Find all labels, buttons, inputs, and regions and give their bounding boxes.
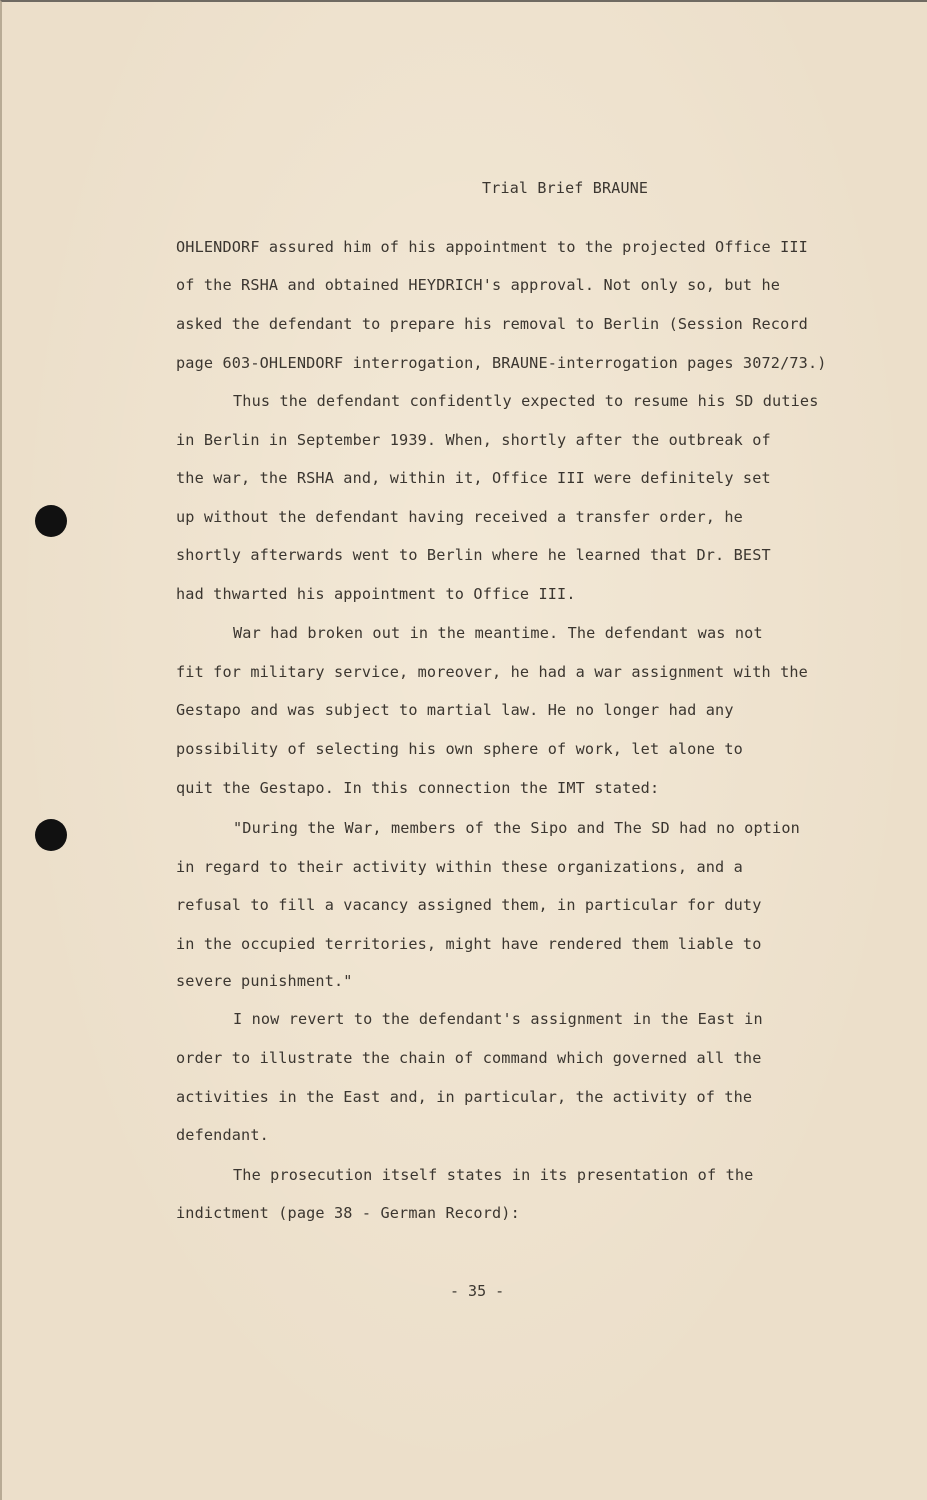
text-line: possibility of selecting his own sphere of work, let alone to — [176, 740, 743, 758]
text-line: activities in the East and, in particular, the activity of the — [176, 1088, 753, 1106]
text-line: OHLENDORF assured him of his appointment to the projected Office III — [176, 238, 808, 256]
text-line: quit the Gestapo. In this connection the IMT stated: — [176, 779, 660, 797]
punch-hole-upper — [35, 505, 67, 537]
text-line: order to illustrate the chain of command which governed all the — [176, 1049, 762, 1067]
text-line: I now revert to the defendant's assignment in the East in — [233, 1010, 763, 1028]
punch-hole-lower — [35, 819, 67, 851]
text-line: indictment (page 38 - German Record): — [176, 1204, 520, 1222]
text-line: fit for military service, moreover, he had a war assignment with the — [176, 663, 808, 681]
quote-line: severe punishment." — [176, 972, 353, 990]
quote-line: in regard to their activity within these organizations, and a — [176, 858, 743, 876]
text-line: up without the defendant having received a transfer order, he — [176, 508, 743, 526]
text-line: The prosecution itself states in its presentation of the — [233, 1166, 754, 1184]
text-line: in Berlin in September 1939. When, shortly after the outbreak of — [176, 431, 771, 449]
quote-line: refusal to fill a vacancy assigned them, in particular for duty — [176, 896, 762, 914]
text-line: of the RSHA and obtained HEYDRICH's approval. Not only so, but he — [176, 276, 781, 294]
text-line: War had broken out in the meantime. The defendant was not — [233, 624, 763, 642]
text-line: Thus the defendant confidently expected to resume his SD duties — [233, 392, 819, 410]
text-line: had thwarted his appointment to Office III. — [176, 585, 576, 603]
page-number: - 35 - — [450, 1282, 505, 1300]
quote-line: in the occupied territories, might have rendered them liable to — [176, 935, 762, 953]
text-line: Gestapo and was subject to martial law. He no longer had any — [176, 701, 734, 719]
page-header: Trial Brief BRAUNE — [482, 179, 649, 197]
text-line: asked the defendant to prepare his removal to Berlin (Session Record — [176, 315, 808, 333]
text-line: shortly afterwards went to Berlin where he learned that Dr. BEST — [176, 546, 771, 564]
text-line: defendant. — [176, 1126, 269, 1144]
text-line: the war, the RSHA and, within it, Office III were definitely set — [176, 469, 771, 487]
text-line: page 603-OHLENDORF interrogation, BRAUNE-interrogation pages 3072/73.) — [176, 354, 827, 372]
quote-line: "During the War, members of the Sipo and The SD had no option — [233, 819, 800, 837]
